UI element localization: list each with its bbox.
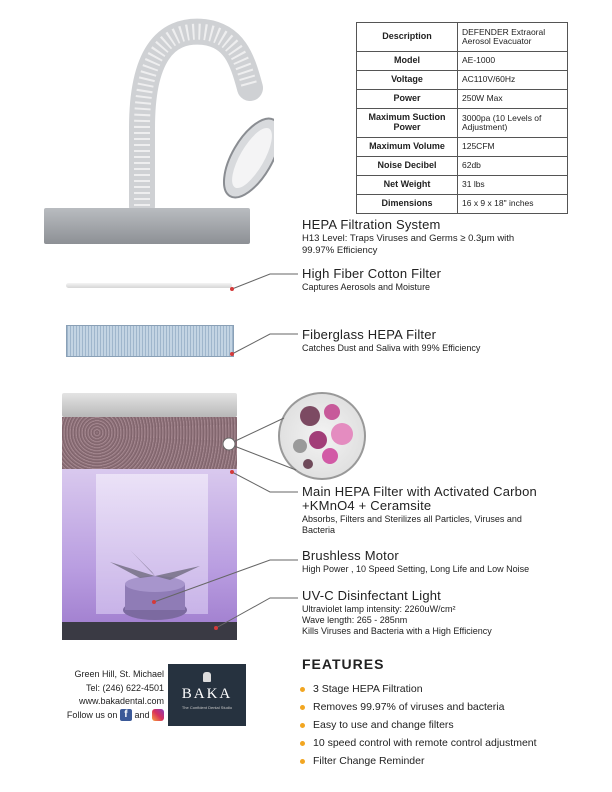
feature-text: 3 Stage HEPA Filtration xyxy=(313,683,423,695)
list-item xyxy=(300,734,537,752)
list-item xyxy=(300,752,537,770)
spec-key: Maximum Suction Power xyxy=(357,109,458,138)
instagram-icon[interactable] xyxy=(152,709,164,721)
spec-key: Power xyxy=(357,90,458,109)
motor-title: Brushless Motor xyxy=(302,548,399,563)
uvc-title: UV-C Disinfectant Light xyxy=(302,588,441,603)
logo-tagline: The Confident Dental Studio xyxy=(181,705,233,710)
spec-key: Noise Decibel xyxy=(357,157,458,176)
uvc-desc-wavelength: Wave length: 265 - 285nm xyxy=(302,615,408,625)
spec-value: 31 lbs xyxy=(458,176,568,195)
feature-text: Filter Change Reminder xyxy=(313,755,425,767)
contact-block xyxy=(40,668,164,722)
features-title: FEATURES xyxy=(302,656,385,672)
spec-value: 3000pa (10 Levels of Adjustment) xyxy=(458,109,568,138)
spec-key: Maximum Volume xyxy=(357,138,458,157)
bullet-icon xyxy=(300,741,305,746)
tooth-icon xyxy=(203,672,211,682)
features-list xyxy=(300,680,537,770)
spec-key: Model xyxy=(357,52,458,71)
telephone: Tel: (246) 622-4501 xyxy=(85,682,164,693)
spec-key: Description xyxy=(357,23,458,52)
social-row xyxy=(40,709,164,723)
facebook-icon[interactable]: f xyxy=(120,709,132,721)
feature-text: Easy to use and change filters xyxy=(313,719,454,731)
and-label: and xyxy=(134,709,150,720)
list-item xyxy=(300,716,537,734)
fiberglass-filter-desc: Catches Dust and Saliva with 99% Efficiency xyxy=(302,343,481,353)
spec-value: 125CFM xyxy=(458,138,568,157)
spec-key: Dimensions xyxy=(357,195,458,214)
bullet-icon xyxy=(300,705,305,710)
fiberglass-filter-title: Fiberglass HEPA Filter xyxy=(302,327,437,342)
hepa-system-desc: H13 Level: Traps Viruses and Germs ≥ 0.3μm with 99.97% Efficiency xyxy=(302,233,515,256)
main-hepa-desc: Absorbs, Filters and Sterilizes all Particles, Viruses and Bacteria xyxy=(302,514,522,536)
logo-name: BAKA xyxy=(181,686,233,702)
website-link[interactable]: www.bakadental.com xyxy=(78,696,164,706)
bullet-icon xyxy=(300,723,305,728)
address: Green Hill, St. Michael xyxy=(74,669,164,679)
bullet-icon xyxy=(300,687,305,692)
list-item xyxy=(300,680,537,698)
main-hepa-title: Main HEPA Filter with Activated Carbon +KMnO4 + Ceramsite xyxy=(302,484,537,514)
follow-label: Follow us on xyxy=(66,709,118,720)
spec-value: AE-1000 xyxy=(458,52,568,71)
spec-value: DEFENDER Extraoral Aerosol Evacuator xyxy=(458,23,568,52)
spec-key: Net Weight xyxy=(357,176,458,195)
feature-text: 10 speed control with remote control adjustment xyxy=(313,737,537,749)
uvc-desc-intensity: Ultraviolet lamp intensity: 2260uW/cm² xyxy=(302,604,456,614)
spec-value: 62db xyxy=(458,157,568,176)
hepa-system-title: HEPA Filtration System xyxy=(302,217,441,232)
spec-value: AC110V/60Hz xyxy=(458,71,568,90)
baka-logo xyxy=(168,664,246,726)
spec-key: Voltage xyxy=(357,71,458,90)
feature-text: Removes 99.97% of viruses and bacteria xyxy=(313,701,505,713)
bullet-icon xyxy=(300,759,305,764)
list-item xyxy=(300,698,537,716)
cotton-filter-title: High Fiber Cotton Filter xyxy=(302,266,442,281)
motor-desc: High Power , 10 Speed Setting, Long Life and Low Noise xyxy=(302,564,530,574)
spec-value: 16 x 9 x 18" inches xyxy=(458,195,568,214)
uvc-desc-efficiency: Kills Viruses and Bacteria with a High Efficiency xyxy=(302,626,492,636)
cotton-filter-desc: Captures Aerosols and Moisture xyxy=(302,282,431,292)
spec-value: 250W Max xyxy=(458,90,568,109)
